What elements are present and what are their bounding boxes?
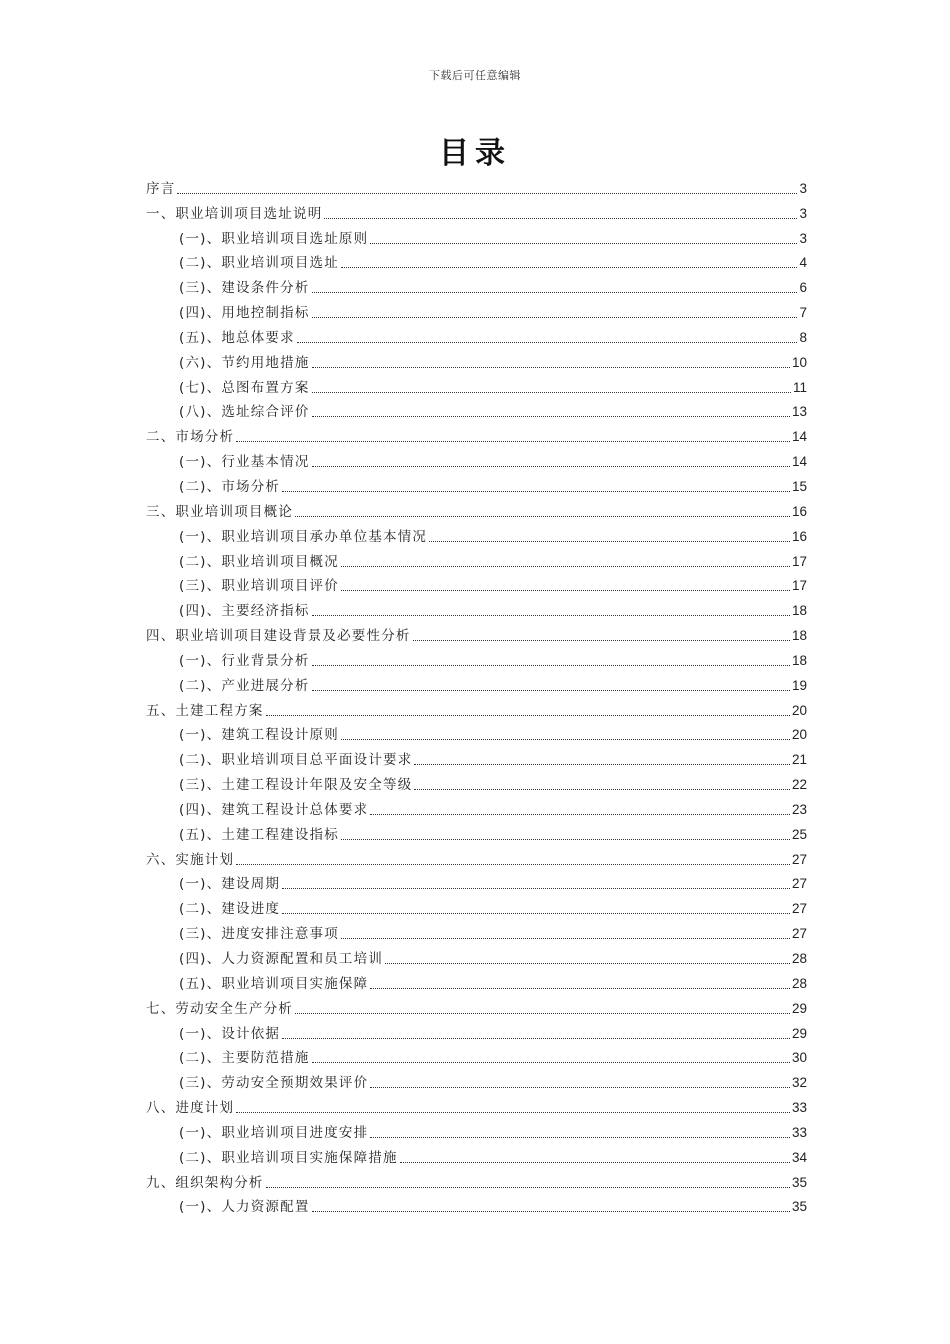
toc-entry-label: (二)、职业培训项目实施保障措施 [179,1149,398,1166]
dot-leader [312,466,790,467]
dot-leader [312,317,798,318]
table-of-contents [146,175,807,1218]
toc-entry-page-number: 8 [799,329,807,345]
toc-entry[interactable] [146,1069,807,1094]
toc-entry[interactable] [146,920,807,945]
toc-entry-label: (八)、选址综合评价 [179,404,310,421]
toc-entry-label: (一)、行业背景分析 [179,652,310,669]
toc-entry-page-number: 14 [791,429,807,445]
toc-entry-page-number: 27 [791,901,807,917]
toc-entry-page-number: 27 [791,876,807,892]
dot-leader [282,888,790,889]
toc-entry-label: (三)、土建工程设计年限及安全等级 [179,777,413,794]
dot-leader [341,267,798,268]
toc-entry-label: (二)、建设进度 [179,901,281,918]
toc-entry-page-number: 14 [791,454,807,470]
toc-entry-label: (二)、主要防范措施 [179,1050,310,1067]
dot-leader [341,590,790,591]
toc-entry[interactable] [146,1144,807,1169]
dot-leader [312,367,790,368]
toc-entry-page-number: 4 [799,255,807,271]
toc-entry-page-number: 19 [791,677,807,693]
toc-entry-label: 九、组织架构分析 [146,1174,264,1191]
page-header: 下载后可任意编辑 [429,69,521,82]
toc-entry[interactable] [146,722,807,747]
toc-entry-page-number: 29 [791,1025,807,1041]
toc-entry-page-number: 3 [799,205,807,221]
toc-entry-page-number: 13 [791,404,807,420]
toc-entry[interactable] [146,548,807,573]
toc-entry-page-number: 7 [799,305,807,321]
toc-entry-page-number: 25 [791,826,807,842]
toc-entry-label: (四)、用地控制指标 [179,305,310,322]
toc-entry[interactable] [146,697,807,722]
toc-entry-page-number: 16 [791,528,807,544]
dot-leader [341,839,790,840]
toc-entry[interactable] [146,597,807,622]
toc-entry[interactable] [146,1169,807,1194]
toc-entry-page-number: 18 [791,652,807,668]
toc-entry[interactable] [146,821,807,846]
toc-entry[interactable] [146,1020,807,1045]
dot-leader [324,218,797,219]
dot-leader [341,938,790,939]
dot-leader [385,963,790,964]
toc-entry[interactable] [146,771,807,796]
toc-entry-label: (三)、职业培训项目评价 [179,578,339,595]
toc-entry-page-number: 27 [791,851,807,867]
toc-entry-page-number: 17 [791,578,807,594]
toc-entry-page-number: 20 [791,727,807,743]
dot-leader [177,193,797,194]
page-title: 目录 [439,136,511,171]
toc-entry[interactable] [146,250,807,275]
dot-leader [297,342,798,343]
toc-entry[interactable] [146,622,807,647]
dot-leader [312,392,791,393]
toc-entry[interactable] [146,970,807,995]
toc-entry-page-number: 3 [799,180,807,196]
toc-entry-page-number: 35 [791,1174,807,1190]
toc-entry-label: (四)、主要经济指标 [179,603,310,620]
toc-entry[interactable] [146,796,807,821]
dot-leader [341,739,790,740]
toc-entry-label: (五)、职业培训项目实施保障 [179,975,369,992]
toc-entry-page-number: 28 [791,951,807,966]
toc-entry[interactable] [146,498,807,523]
dot-leader [282,1038,790,1039]
toc-entry-page-number: 18 [791,628,807,644]
toc-entry[interactable] [146,647,807,672]
dot-leader [312,615,790,616]
toc-entry[interactable] [146,1119,807,1144]
toc-entry-label: 八、进度计划 [146,1100,235,1117]
toc-entry-label: 七、劳动安全生产分析 [146,1000,293,1017]
toc-entry-label: (四)、人力资源配置和员工培训 [179,951,384,967]
toc-entry-label: 五、土建工程方案 [146,702,264,719]
dot-leader [400,1162,790,1163]
toc-entry-page-number: 23 [791,801,807,817]
toc-entry-label: 一、职业培训项目选址说明 [146,205,323,222]
dot-leader [312,1062,790,1063]
toc-entry-label: 四、职业培训项目建设背景及必要性分析 [146,628,411,645]
toc-entry-page-number: 6 [799,280,807,296]
toc-entry-label: (一)、设计依据 [179,1025,281,1042]
toc-entry[interactable] [146,374,807,399]
dot-leader [429,541,790,542]
toc-entry-page-number: 22 [791,777,807,793]
dot-leader [266,715,790,716]
toc-entry-page-number: 33 [791,1100,807,1116]
toc-entry-label: 序言 [146,180,176,197]
toc-entry[interactable] [146,1045,807,1070]
toc-entry-label: (一)、建筑工程设计原则 [179,727,339,744]
toc-entry[interactable] [146,473,807,498]
toc-entry-label: (三)、进度安排注意事项 [179,926,339,943]
toc-entry[interactable] [146,448,807,473]
toc-entry-label: (三)、劳动安全预期效果评价 [179,1075,369,1092]
dot-leader [312,416,790,417]
toc-entry-page-number: 20 [791,702,807,718]
toc-entry[interactable] [146,523,807,548]
toc-entry-page-number: 3 [799,230,807,246]
dot-leader [312,1211,790,1212]
toc-entry-page-number: 30 [791,1050,807,1066]
dot-leader [370,988,790,989]
toc-entry-label: (三)、建设条件分析 [179,280,310,297]
toc-entry-page-number: 32 [791,1075,807,1091]
toc-entry-label: (二)、职业培训项目总平面设计要求 [179,752,413,769]
toc-entry-label: 三、职业培训项目概论 [146,503,293,520]
toc-entry-page-number: 27 [791,926,807,942]
toc-entry[interactable] [146,846,807,871]
dot-leader [413,640,790,641]
toc-entry-label: (二)、产业进展分析 [179,677,310,694]
toc-entry-label: 六、实施计划 [146,851,235,868]
toc-entry[interactable] [146,995,807,1020]
toc-entry-page-number: 16 [791,503,807,519]
toc-entry[interactable] [146,200,807,225]
dot-leader [341,566,790,567]
toc-entry[interactable] [146,399,807,424]
toc-entry-label: (五)、地总体要求 [179,329,295,346]
toc-entry[interactable] [146,274,807,299]
dot-leader [282,491,790,492]
toc-entry[interactable] [146,1094,807,1119]
toc-entry[interactable] [146,175,807,200]
toc-entry-page-number: 15 [791,478,807,494]
toc-entry-label: (二)、市场分析 [179,478,281,495]
toc-entry-label: (一)、行业基本情况 [179,454,310,471]
dot-leader [236,1112,790,1113]
toc-entry[interactable] [146,945,807,970]
toc-entry[interactable] [146,423,807,448]
toc-entry-label: (六)、节约用地措施 [179,354,310,371]
toc-entry[interactable] [146,299,807,324]
toc-entry[interactable] [146,349,807,374]
toc-entry[interactable] [146,746,807,771]
toc-entry-page-number: 10 [791,354,807,370]
toc-entry-page-number: 17 [791,553,807,569]
toc-entry-label: (五)、土建工程建设指标 [179,826,339,843]
dot-leader [312,690,790,691]
toc-entry-label: 二、市场分析 [146,429,235,446]
toc-entry[interactable] [146,871,807,896]
toc-entry-page-number: 35 [791,1199,807,1215]
toc-entry[interactable] [146,573,807,598]
toc-entry-label: (二)、职业培训项目概况 [179,553,339,570]
toc-entry-label: (七)、总图布置方案 [179,379,310,396]
dot-leader [236,441,790,442]
toc-entry-page-number: 11 [792,379,807,395]
dot-leader [370,1087,790,1088]
toc-entry[interactable] [146,672,807,697]
dot-leader [414,789,790,790]
toc-entry-label: (一)、人力资源配置 [179,1199,310,1216]
toc-entry-label: (四)、建筑工程设计总体要求 [179,801,369,818]
dot-leader [295,1013,790,1014]
toc-entry-label: (一)、职业培训项目选址原则 [179,230,369,247]
dot-leader [282,913,790,914]
toc-entry-label: (一)、建设周期 [179,876,281,893]
toc-entry[interactable] [146,895,807,920]
toc-entry[interactable] [146,324,807,349]
dot-leader [312,665,790,666]
toc-entry-label: (二)、职业培训项目选址 [179,255,339,272]
toc-entry-page-number: 18 [791,603,807,619]
dot-leader [312,292,798,293]
dot-leader [266,1187,790,1188]
toc-entry-page-number: 21 [791,752,807,768]
toc-entry-label: (一)、职业培训项目承办单位基本情况 [179,528,428,545]
dot-leader [370,243,797,244]
toc-entry-page-number: 34 [791,1149,807,1165]
toc-entry-page-number: 33 [791,1124,807,1140]
dot-leader [414,764,790,765]
toc-entry-page-number: 29 [791,1000,807,1016]
dot-leader [370,1137,790,1138]
dot-leader [236,864,790,865]
toc-entry-page-number: 28 [791,975,807,991]
dot-leader [295,516,790,517]
toc-entry[interactable] [146,225,807,250]
toc-entry-label: (一)、职业培训项目进度安排 [179,1124,369,1141]
dot-leader [370,814,790,815]
toc-entry[interactable] [146,1194,807,1219]
